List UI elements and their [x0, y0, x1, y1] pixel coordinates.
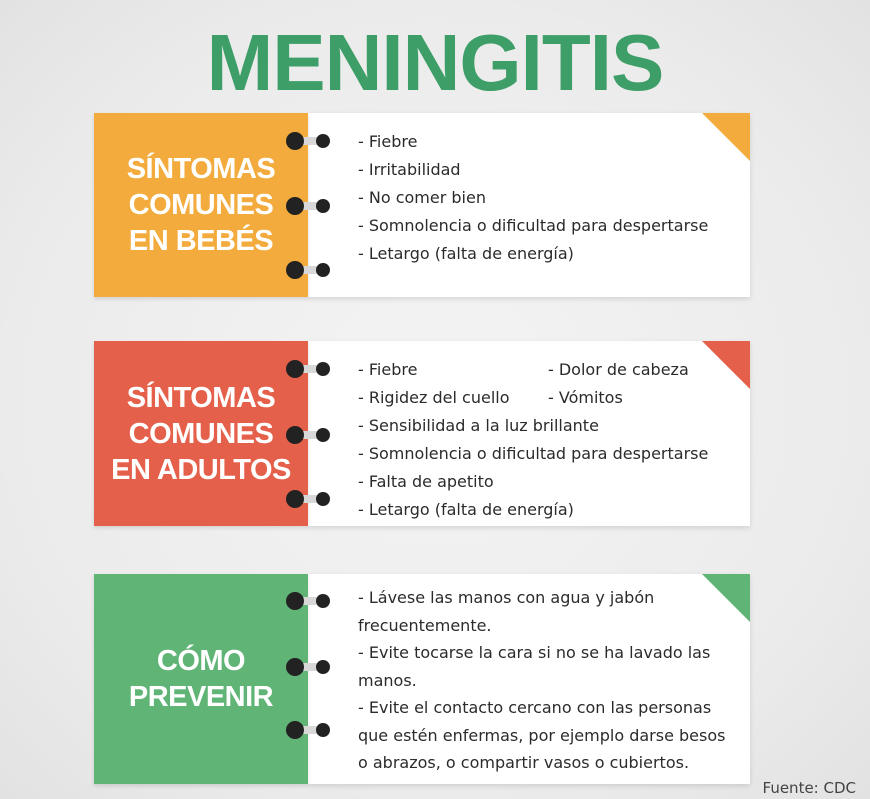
- list-item: - Dolor de cabeza: [548, 360, 689, 379]
- list-item: - Letargo (falta de energía): [358, 500, 574, 519]
- list-item: - Fiebre: [358, 132, 418, 151]
- binder-ring: [286, 592, 336, 610]
- section-label: SÍNTOMAS COMUNES EN BEBÉS: [94, 113, 308, 297]
- binder-ring: [286, 490, 336, 508]
- text-line: que estén enfermas, por ejemplo darse besos: [358, 725, 726, 745]
- prevention-list: [358, 584, 725, 777]
- binder-ring: [286, 721, 336, 739]
- list-item: - Irritabilidad: [358, 160, 461, 179]
- list-item: - Rigidez del cuello: [358, 388, 510, 407]
- binder-ring: [286, 426, 336, 444]
- text-line: - Evite tocarse la cara si no se ha lavado las: [358, 643, 711, 662]
- list-item: - Fiebre: [358, 360, 418, 379]
- binder-ring: [286, 197, 336, 215]
- text-line: frecuentemente.: [358, 615, 492, 635]
- list-item: - Falta de apetito: [358, 472, 494, 491]
- binder-ring: [286, 132, 336, 150]
- binder-ring: [286, 658, 336, 676]
- symptom-list: [358, 128, 708, 268]
- corner-triangle: [702, 341, 750, 389]
- source-credit: Fuente: CDC: [762, 779, 856, 797]
- page-title: MENINGITIS: [206, 18, 664, 107]
- symptom-list-col2: [548, 356, 689, 412]
- text-line: o abrazos, o compartir vasos o cubiertos.: [358, 753, 690, 772]
- list-item: - Vómitos: [548, 388, 623, 407]
- list-item: - Somnolencia o dificultad para despertarse: [358, 216, 709, 235]
- text-line: - Lávese las manos con agua y jabón: [358, 588, 655, 607]
- list-item: - Sensibilidad a la luz brillante: [358, 416, 599, 435]
- list-item: - Somnolencia o dificultad para despertarse: [358, 444, 709, 463]
- corner-triangle: [702, 113, 750, 161]
- binder-ring: [286, 360, 336, 378]
- section-label: CÓMO PREVENIR: [94, 574, 308, 784]
- text-line: - Evite el contacto cercano con las personas: [358, 698, 712, 717]
- list-item: - Letargo (falta de energía): [358, 244, 574, 263]
- list-item: - No comer bien: [358, 188, 486, 207]
- text-line: manos.: [358, 670, 417, 690]
- binder-ring: [286, 261, 336, 279]
- section-label: SÍNTOMAS COMUNES EN ADULTOS: [94, 341, 308, 526]
